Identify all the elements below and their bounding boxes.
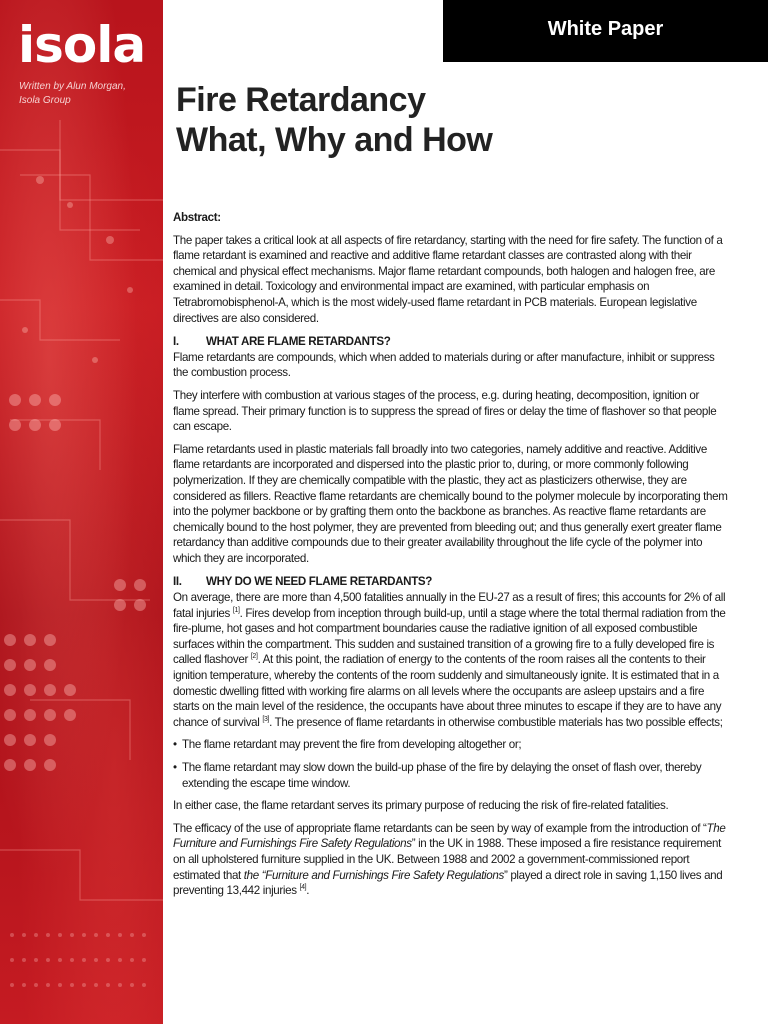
page-title — [176, 80, 492, 160]
section-2-number: II. — [173, 575, 182, 589]
white-paper-label: White Paper — [443, 0, 768, 62]
abstract-text: The paper takes a critical look at all aspects of fire retardancy, starting with the need for fire safety. The function of a flame retardant is examined and reactive and additive flame retardant classes are contrasted along with their chemical and physical effect mechanisms. Major flame retardant compounds, both halogen and halogen free, are examined in detail. Toxicology and environmental impact are examined, with particular emphasis on Tetrabromobisphenol-A, which is the most widely-used flame retardant in PCB materials. European legislative directives are also considered. — [173, 233, 723, 325]
section-1-title: WHAT ARE FLAME RETARDANTS? — [206, 335, 391, 349]
section-1-paragraph: Flame retardants are compounds, which when added to materials during or after manufacture, inhibit or suppress the combustion process. — [173, 350, 715, 380]
text-span: . Fires develop from inception through build-up, until a stage where the total thermal radiation from the fire-plume, hot gases and hot compartment boundaries cause the radiative ignition of all exposed combustible surfaces within the compartment. This sudden and sustained transition of a growing fire to a fully developed fire is called flashover — [173, 606, 726, 667]
bullet-item — [173, 737, 728, 753]
section-2-paragraph — [173, 590, 728, 730]
reference-4: [4] — [299, 884, 307, 892]
section-1-paragraph: They interfere with combustion at various stages of the process, e.g. during heating, decomposition, ignition or flame spread. Their primary function is to suppress the spread of fires or delay the time of flashover so that people can escape. — [173, 388, 717, 434]
isola-logo: isola — [18, 16, 146, 74]
text-span: . The presence of flame retardants in otherwise combustible materials has two possible effects; — [269, 715, 723, 729]
section-1-heading — [173, 334, 728, 350]
section-1-number: I. — [173, 335, 179, 349]
text-span: ” in the UK in 1988. These imposed a fire resistance requirement on all upholstered furniture supplied in the UK. Between 1988 and 2002 a government-commissioned report estimated that — [173, 837, 721, 882]
author-credit: Written by Alun Morgan, Isola Group — [19, 81, 126, 106]
bullet-icon: • — [173, 761, 177, 774]
bullet-text: The flame retardant may prevent the fire from developing altogether or; — [182, 738, 522, 752]
bullet-icon: • — [173, 738, 177, 752]
section-2-paragraph: In either case, the flame retardant serves its primary purpose of reducing the risk of fire-related fatalities. — [173, 799, 669, 813]
text-span: . — [306, 884, 310, 898]
sidebar-banner — [0, 0, 163, 1024]
bullet-text: The flame retardant may slow down the build-up phase of the fire by delaying the onset of flash over, thereby extending the escape time window. — [182, 761, 702, 790]
abstract-heading: Abstract: — [173, 211, 221, 224]
text-span: . At this point, the radiation of energy to the contents of the room raises all the contents to their ignition temperature, whereby the contents of the room suddenly and simultaneously ignite. It is estimated that in a domestic dwelling fitted with working fire alarms on all levels where the occupants are asleep upstairs and a fire starts on the main level of the residence, the occupants have about three minutes to escape if they are to have any chance of survival — [173, 653, 722, 729]
reference-3: [3] — [262, 715, 270, 723]
section-1-paragraph: Flame retardants used in plastic materials fall broadly into two categories, namely additive and reactive. Additive flame retardants are incorporated and dispersed into the plastic prior to, during, or more commonly following polymerization. If they are chemically compatible with the plastic, they act as plasticizers otherwise, they are considered as fillers. Reactive flame retardants are chemically bound to the polymer molecule by incorporating them into the polymer backbone or by grafting them onto the backbone as branches. As reactive flame retardants are chemically bound to the host polymer, they are prevented from bleeding out; and thus generally exert greater flame retardancy than additive compounds due to their greater availability throughout the life cycle of the polymer into which they are incorporated. — [173, 442, 728, 565]
bullet-item — [173, 760, 728, 791]
regulation-title: The Furniture and Furnishings Fire Safety Regulations — [173, 821, 726, 851]
circuit-board-image — [0, 0, 163, 1024]
section-2-heading — [173, 574, 728, 590]
text-span: On average, there are more than 4,500 fatalities annually in the EU-27 as a result of fires; this accounts for 2% of all fatal injuries — [173, 591, 726, 620]
reference-2: [2] — [250, 653, 258, 661]
section-2-paragraph — [173, 821, 728, 899]
regulation-title: the “Furniture and Furnishings Fire Safety Regulations — [243, 868, 504, 882]
text-span: ” played a direct role in saving 1,150 lives and preventing 13,442 injuries — [173, 868, 723, 898]
title-line-1: Fire Retardancy — [176, 81, 426, 119]
reference-1: [1] — [232, 606, 240, 614]
text-span: The efficacy of the use of appropriate flame retardants can be seen by way of example from the introduction of “ — [173, 821, 707, 835]
section-2-title: WHY DO WE NEED FLAME RETARDANTS? — [206, 575, 433, 589]
title-line-2: What, Why and How — [176, 121, 493, 159]
article-body — [173, 210, 728, 906]
